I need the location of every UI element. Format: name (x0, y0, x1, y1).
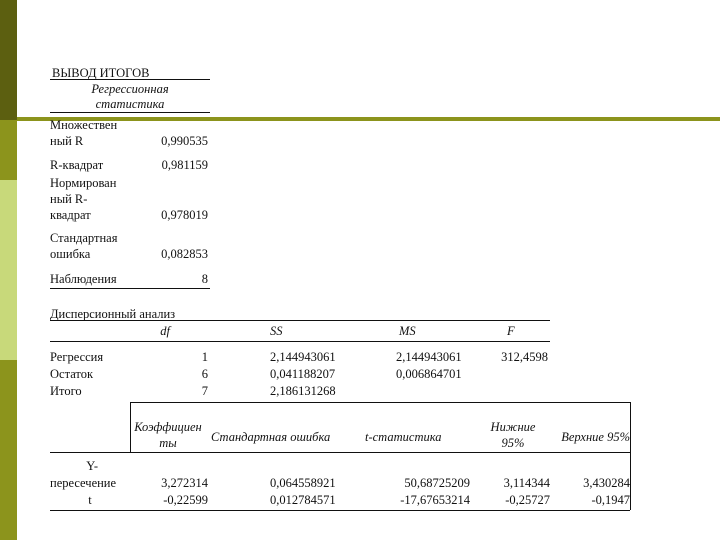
summary-label-std-err-1: Стандартная (50, 231, 118, 245)
summary-value-std-err: 0,082853 (161, 247, 208, 261)
coef-t-t: -17,67653214 (400, 493, 470, 507)
anova-ms-regression: 2,144943061 (396, 350, 462, 364)
coef-header-lower-1: Нижние (490, 420, 536, 434)
summary-label-adj-r-1: Нормирован (50, 176, 117, 190)
summary-header-line2: статистика (95, 97, 165, 111)
anova-df-total: 7 (201, 384, 208, 398)
summary-label-adj-r-3: квадрат (50, 208, 91, 222)
summary-value-adj-r: 0,978019 (161, 208, 208, 222)
coef-se-intercept: 0,064558921 (270, 476, 336, 490)
anova-label-regression: Регрессия (50, 350, 104, 364)
summary-label-observations: Наблюдения (50, 272, 117, 286)
coef-value-t: -0,22599 (163, 493, 208, 507)
anova-title: Дисперсионный анализ (50, 307, 176, 321)
anova-ss-total: 2,186131268 (270, 384, 336, 398)
summary-title: ВЫВОД ИТОГОВ (52, 66, 150, 80)
anova-ss-residual: 0,041188207 (270, 367, 336, 381)
summary-label-multiple-r-1: Множествен (50, 118, 118, 132)
anova-label-total: Итого (50, 384, 82, 398)
summary-header-line1: Регрессионная (91, 82, 169, 96)
anova-header-rule (50, 341, 550, 342)
coef-lower-t: -0,25727 (505, 493, 550, 507)
coef-lower-intercept: 3,114344 (503, 476, 550, 490)
anova-f-regression: 312,4598 (501, 350, 548, 364)
summary-label-adj-r-2: ный R- (50, 192, 88, 206)
anova-df-residual: 6 (201, 367, 208, 381)
summary-label-multiple-r-2: ный R (50, 134, 84, 148)
coef-label-intercept-2: пересечение (50, 476, 117, 490)
coef-se-t: 0,012784571 (270, 493, 336, 507)
summary-label-r-squared: R-квадрат (50, 158, 104, 172)
coef-header-upper: Верхние 95% (561, 430, 630, 444)
anova-label-residual: Остаток (50, 367, 94, 381)
summary-label-std-err-2: ошибка (50, 247, 91, 261)
coef-header-rule (50, 452, 630, 453)
anova-ms-residual: 0,006864701 (396, 367, 462, 381)
coef-header-t-stat: t-статистика (365, 430, 442, 444)
anova-header-f: F (507, 324, 515, 338)
coef-bottom-rule (50, 510, 630, 511)
coef-t-intercept: 50,68725209 (404, 476, 470, 490)
anova-df-regression: 1 (201, 350, 208, 364)
coef-right-rule (630, 402, 631, 510)
anova-header-df: df (160, 324, 170, 338)
coef-upper-intercept: 3,430284 (583, 476, 630, 490)
summary-header-rule (50, 112, 210, 113)
side-bar-light (0, 180, 17, 360)
coef-header-lower-2: 95% (501, 436, 525, 450)
anova-ss-regression: 2,144943061 (270, 350, 336, 364)
side-bar-mid-lower (0, 360, 17, 540)
side-bar-mid (0, 120, 17, 180)
coef-header-std-error: Стандартная ошибка (211, 430, 331, 444)
side-bar-dark (0, 0, 17, 120)
anova-header-ms: MS (399, 324, 416, 338)
coef-top-rule (130, 402, 630, 403)
coef-left-rule (130, 402, 131, 452)
anova-top-rule (50, 320, 550, 321)
coef-label-intercept-1: Y- (86, 459, 98, 473)
coef-value-intercept: 3,272314 (161, 476, 208, 490)
summary-bottom-rule (50, 288, 210, 289)
coef-header-coef-2: ты (159, 436, 177, 450)
summary-value-multiple-r: 0,990535 (161, 134, 208, 148)
summary-value-r-squared: 0,981159 (161, 158, 208, 172)
horizontal-accent-line (17, 117, 720, 121)
coef-label-t: t (88, 493, 92, 507)
coef-header-coef-1: Коэффициен (134, 420, 202, 434)
summary-title-rule (50, 79, 210, 80)
coef-upper-t: -0,1947 (591, 493, 630, 507)
anova-header-ss: SS (270, 324, 283, 338)
summary-value-observations: 8 (201, 272, 208, 286)
